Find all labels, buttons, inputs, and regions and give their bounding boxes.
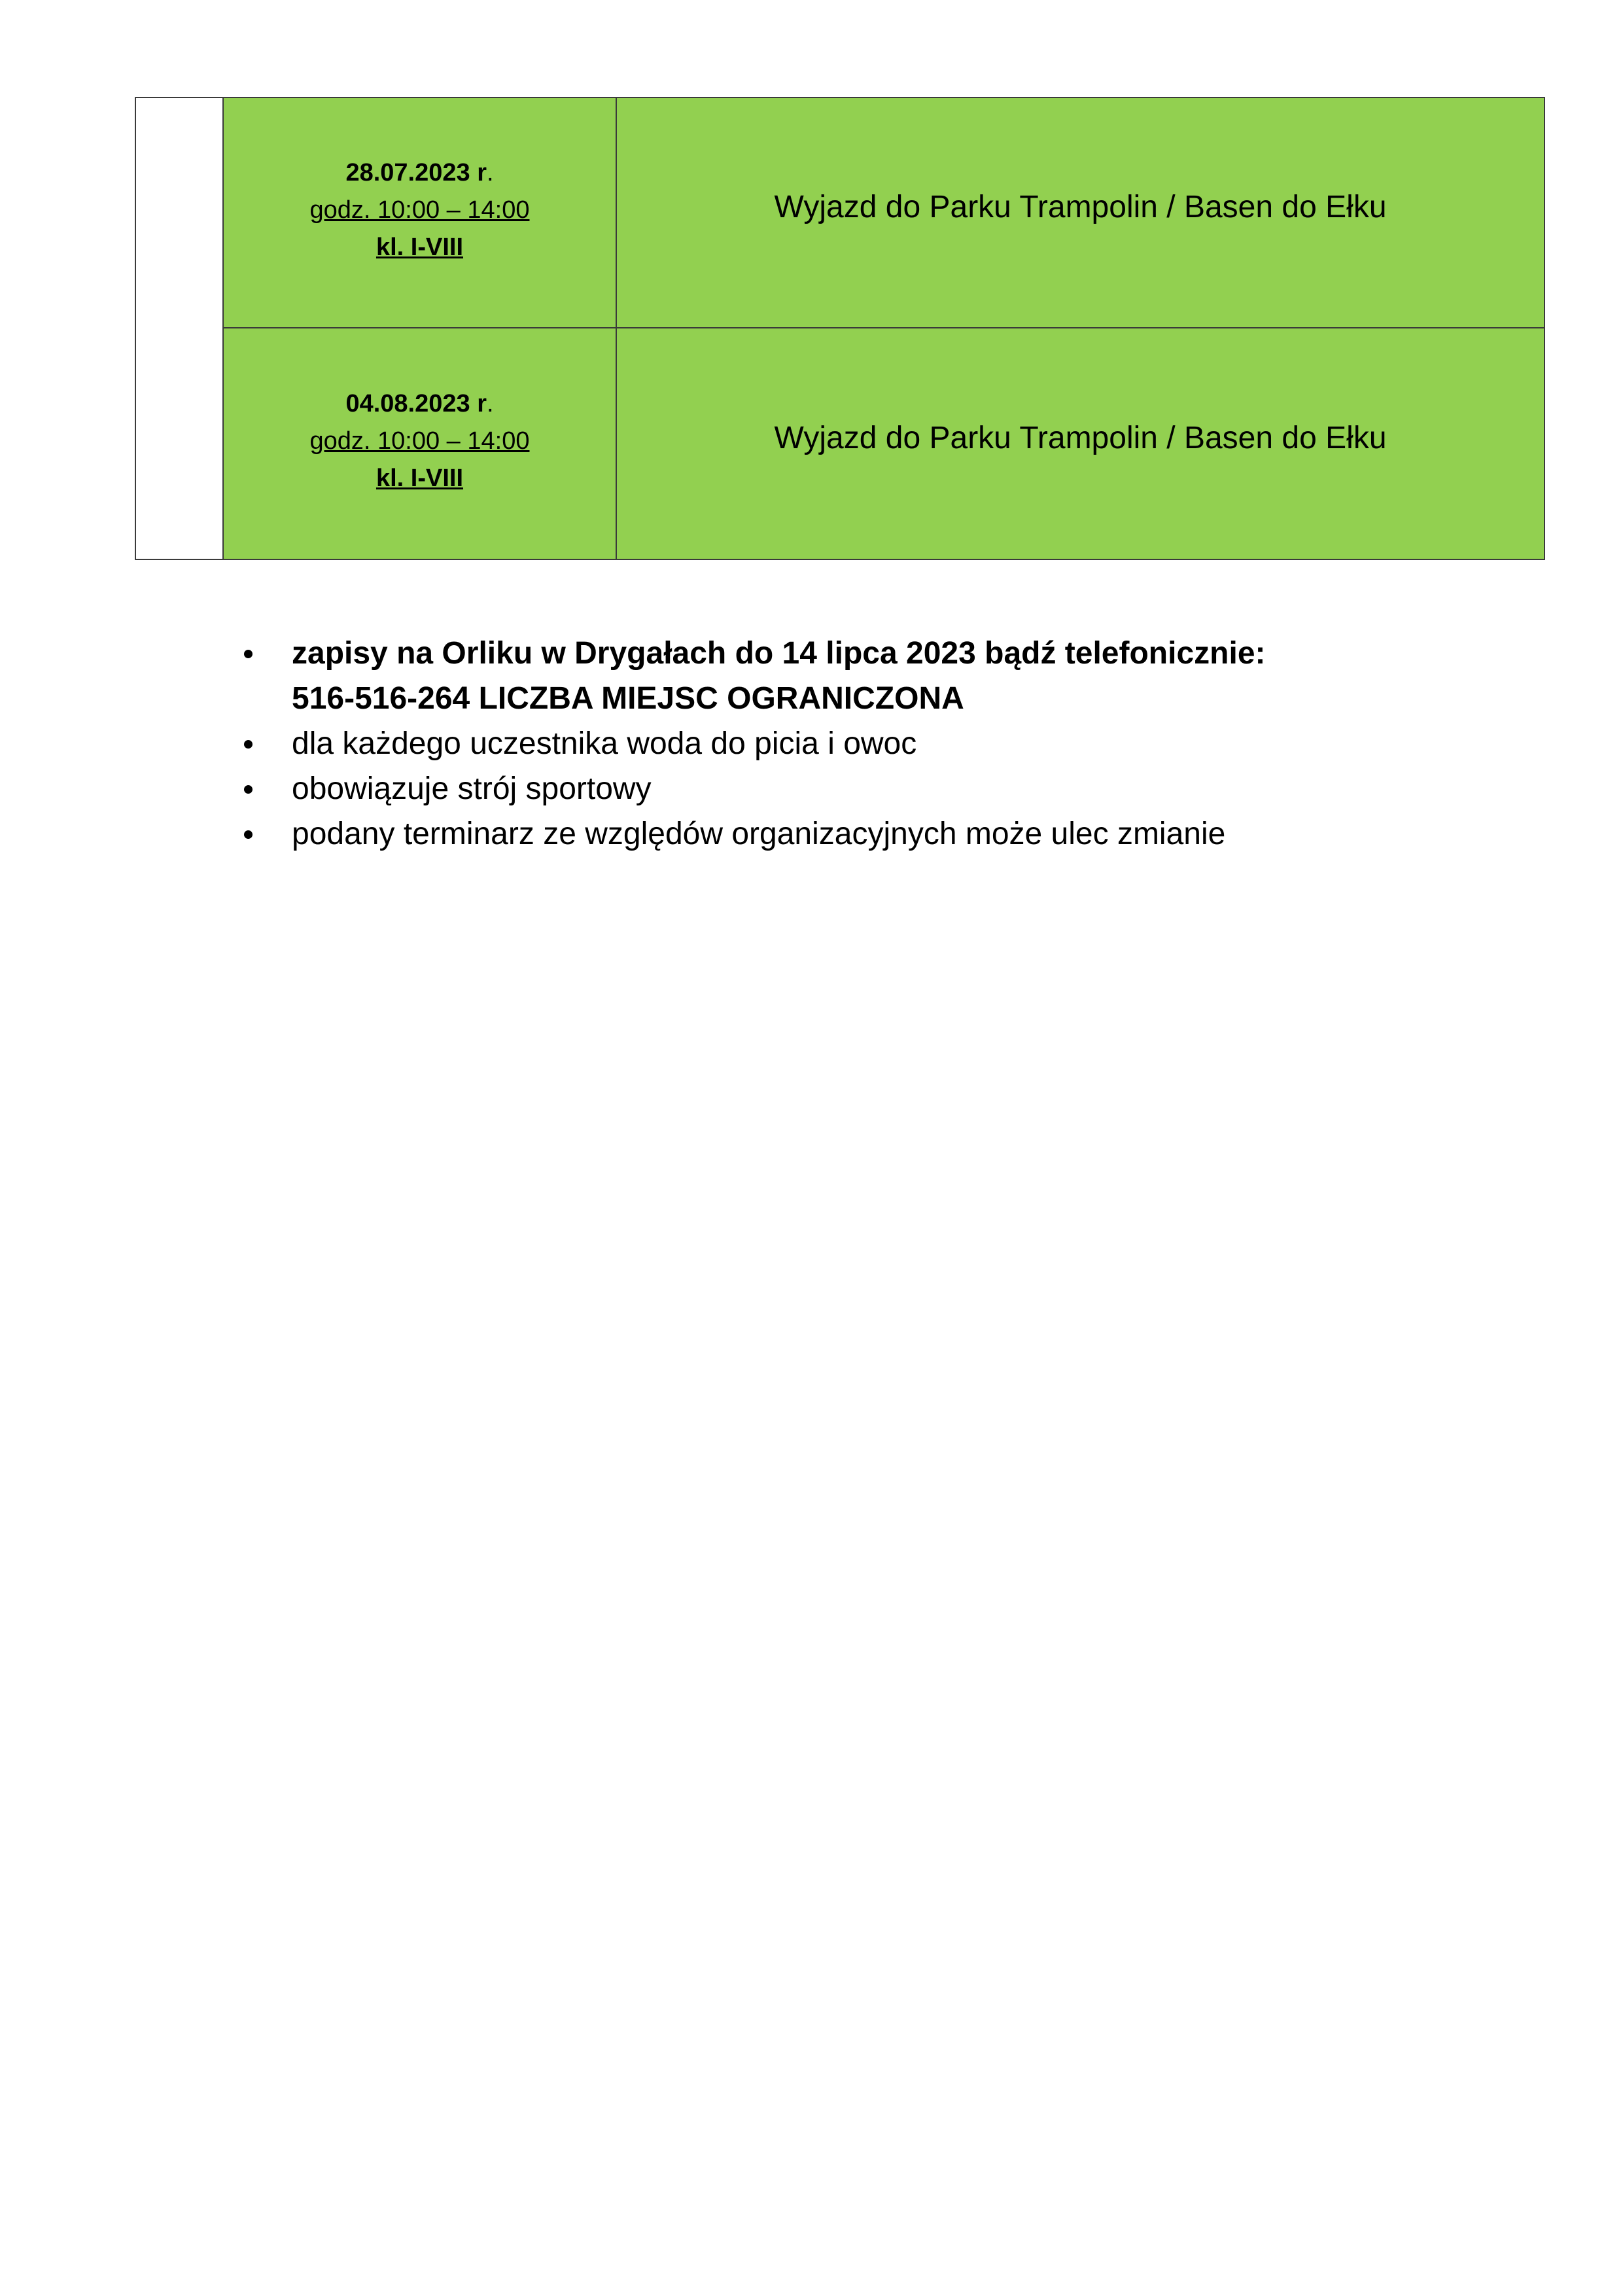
blank-column xyxy=(136,98,224,559)
registration-note: zapisy na Orliku w Drygałach do 14 lipca 2023 bądź telefonicznie: xyxy=(292,636,1266,671)
activity-cell xyxy=(617,328,1544,559)
event-date: 28.07.2023 r xyxy=(345,158,487,186)
event-hours: godz. 10:00 – 14:00 xyxy=(309,427,530,455)
event-date: 04.08.2023 r xyxy=(345,389,487,417)
date-cell xyxy=(224,98,617,328)
list-item xyxy=(236,721,1531,766)
event-classes: kl. I-VIII xyxy=(375,233,464,261)
date-suffix: . xyxy=(486,389,494,417)
list-item xyxy=(236,631,1531,721)
list-item xyxy=(236,811,1531,857)
bullet-icon xyxy=(244,785,253,794)
event-classes: kl. I-VIII xyxy=(375,464,464,492)
event-hours: godz. 10:00 – 14:00 xyxy=(309,196,530,224)
date-suffix: . xyxy=(486,158,494,186)
phone-note: 516-516-264 LICZBA MIEJSC OGRANICZONA xyxy=(292,681,964,716)
bullet-icon xyxy=(244,830,253,839)
note-text: podany terminarz ze względów organizacyjnych może ulec zmianie xyxy=(292,817,1226,851)
schedule-table xyxy=(135,97,1545,560)
event-activity: Wyjazd do Parku Trampolin / Basen do Ełku xyxy=(774,420,1387,455)
list-item xyxy=(236,766,1531,811)
note-text: dla każdego uczestnika woda do picia i owoc xyxy=(292,726,917,761)
note-text: obowiązuje strój sportowy xyxy=(292,771,652,806)
date-cell xyxy=(224,328,617,559)
bullet-icon xyxy=(244,650,253,658)
date-line xyxy=(345,154,493,192)
event-activity: Wyjazd do Parku Trampolin / Basen do Ełku xyxy=(774,189,1387,224)
notes-list xyxy=(236,631,1531,857)
date-line xyxy=(345,385,493,423)
bullet-icon xyxy=(244,740,253,749)
activity-cell xyxy=(617,98,1544,328)
